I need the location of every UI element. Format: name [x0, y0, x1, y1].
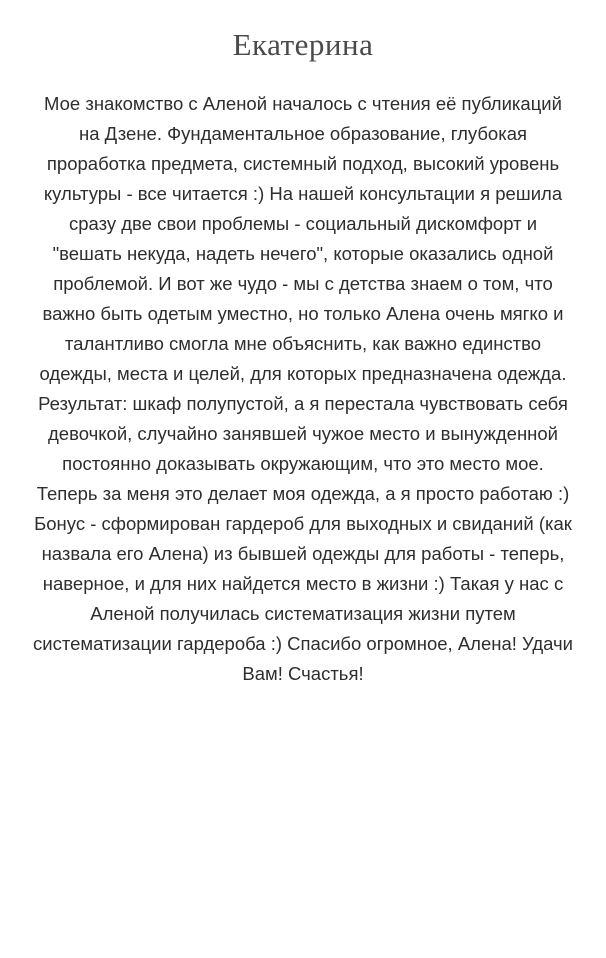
- testimonial-text: Мое знакомство с Аленой началось с чтения её публикаций на Дзене. Фундаментальное образование, глубокая проработка предмета, системный подход, высокий уровень культуры - все читается :) На нашей консультации я решила сразу две свои проблемы - социальный дискомфорт и "вешать некуда, надеть нечего", которые оказались одной проблемой. И вот же чудо - мы с детства знаем о том, что важно быть одетым уместно, но только Алена очень мягко и талантливо смогла мне объяснить, как важно единство одежды, места и целей, для которых предназначена одежда. Результат: шкаф полупустой, а я перестала чувствовать себя девочкой, случайно занявшей чужое место и вынужденной постоянно доказывать окружающим, что это место мое. Теперь за меня это делает моя одежда, а я просто работаю :) Бонус - сформирован гардероб для выходных и свиданий (как назвала его Алена) из бывшей одежды для работы - теперь, наверное, и для них найдется место в жизни :) Такая у нас с Аленой получилась систематизация жизни путем систематизации гардероба :) Спасибо огромное, Алена! Удачи Вам! Счастья!: [32, 93, 579, 684]
- testimonial-author-name: Екатерина: [232, 27, 374, 62]
